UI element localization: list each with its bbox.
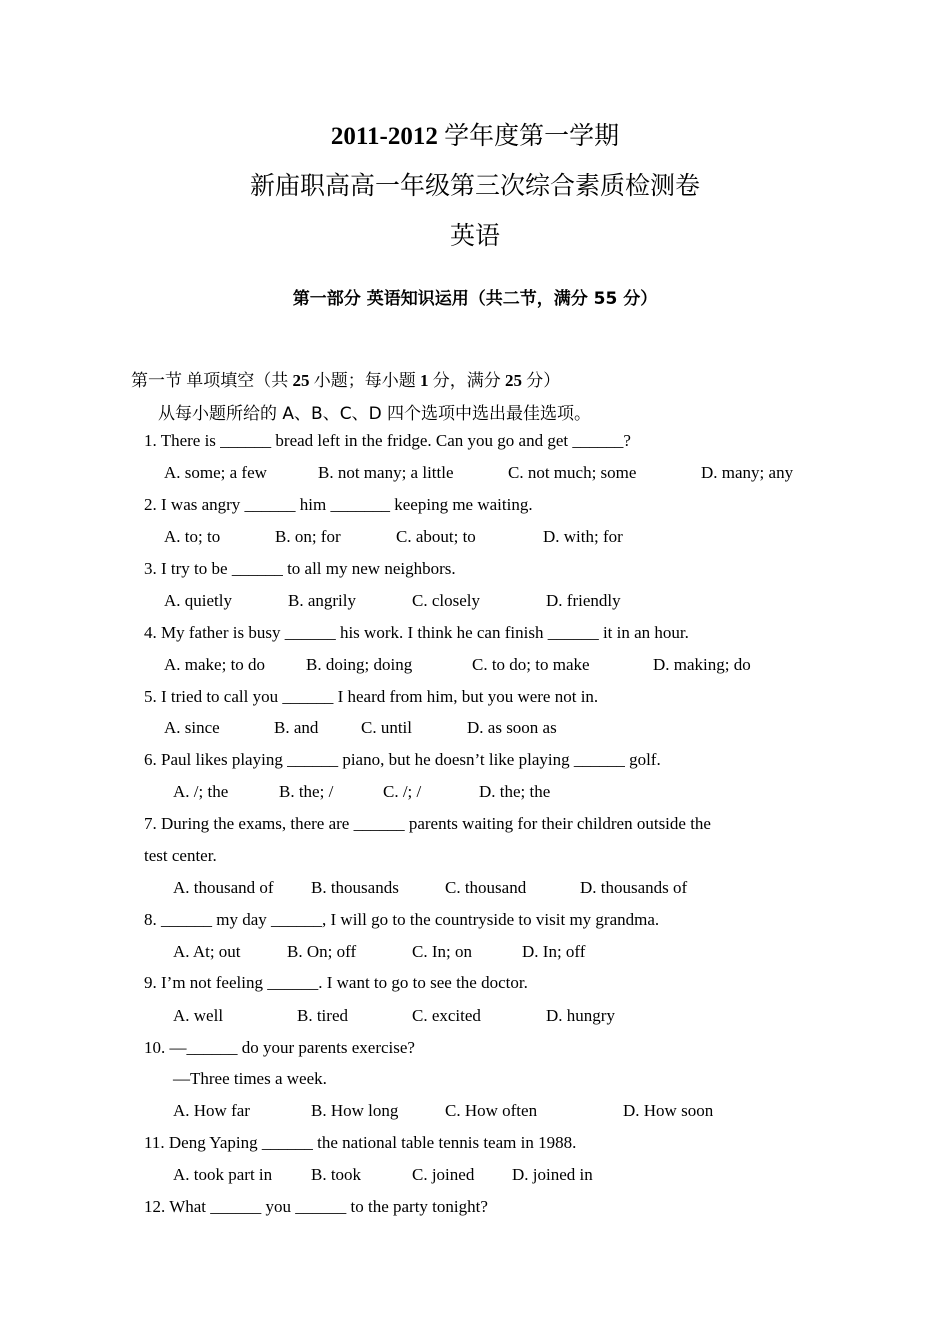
option: D. How soon xyxy=(623,1101,714,1120)
option: D. as soon as xyxy=(467,718,557,737)
section-total: 25 xyxy=(505,371,522,390)
option: D. thousands of xyxy=(580,878,688,897)
option: B. How long xyxy=(311,1101,399,1120)
option: C. In; on xyxy=(412,942,472,961)
question-response: —Three times a week. xyxy=(173,1069,327,1088)
question-stem: 6. Paul likes playing ______ piano, but he doesn’t like playing ______ golf. xyxy=(144,750,661,769)
question-stem: 7. During the exams, there are ______ parents waiting for their children outside the xyxy=(144,814,711,833)
question-stem: 2. I was angry ______ him _______ keeping me waiting. xyxy=(144,495,533,514)
option: A. some; a few xyxy=(164,463,267,482)
option: A. thousand of xyxy=(173,878,274,897)
option: D. with; for xyxy=(543,527,623,546)
part-heading: 第一部分 英语知识运用（共二节，满分 55 分） xyxy=(292,289,658,309)
subject-title: 英语 xyxy=(449,223,500,250)
option: B. thousands xyxy=(311,878,399,897)
school-year: 2011-2012 xyxy=(330,123,438,150)
option: A. took part in xyxy=(173,1165,273,1184)
exam-year-term xyxy=(0,116,950,152)
option: C. thousand xyxy=(445,878,527,897)
section-suffix: 分） xyxy=(522,371,561,390)
option: A. How far xyxy=(173,1101,250,1120)
question-stem: 10. —______ do your parents exercise? xyxy=(144,1038,415,1057)
question-stem-continued: test center. xyxy=(144,846,217,865)
option: B. doing; doing xyxy=(306,655,413,674)
question-stem: 12. What ______ you ______ to the party tonight? xyxy=(144,1197,488,1216)
option: C. How often xyxy=(445,1101,538,1120)
option: B. tired xyxy=(297,1006,348,1025)
option: A. since xyxy=(164,718,220,737)
section-each: 1 xyxy=(420,371,429,390)
option: B. the; / xyxy=(279,782,334,801)
option: B. took xyxy=(311,1165,362,1184)
question-stem: 4. My father is busy ______ his work. I think he can finish ______ it in an hour. xyxy=(144,623,689,642)
option: D. many; any xyxy=(701,463,794,482)
option: A. make; to do xyxy=(164,655,266,674)
option: A. to; to xyxy=(164,527,221,546)
option: C. not much; some xyxy=(508,463,637,482)
question-stem: 3. I try to be ______ to all my new neighbors. xyxy=(144,559,456,578)
option: C. until xyxy=(361,718,413,737)
option: B. On; off xyxy=(287,942,357,961)
option: C. joined xyxy=(412,1165,475,1184)
option: C. excited xyxy=(412,1006,481,1025)
question-stem: 9. I’m not feeling ______. I want to go to see the doctor. xyxy=(144,973,528,992)
option: D. the; the xyxy=(479,782,551,801)
option: A. well xyxy=(173,1006,224,1025)
option: A. quietly xyxy=(164,591,232,610)
option: B. angrily xyxy=(288,591,356,610)
question-stem: 1. There is ______ bread left in the fridge. Can you go and get ______? xyxy=(144,431,631,450)
option: D. In; off xyxy=(522,942,586,961)
option: D. hungry xyxy=(546,1006,615,1025)
section-heading xyxy=(131,366,560,391)
section-mid2: 分，满分 xyxy=(428,371,505,390)
option: C. to do; to make xyxy=(472,655,590,674)
option: A. /; the xyxy=(173,782,229,801)
term-label: 学年度第一学期 xyxy=(444,123,620,150)
section-mid1: 小题；每小题 xyxy=(309,371,420,390)
section-count: 25 xyxy=(292,371,310,390)
option: C. about; to xyxy=(396,527,476,546)
option: B. on; for xyxy=(275,527,341,546)
option: D. making; do xyxy=(653,655,751,674)
question-stem: 5. I tried to call you ______ I heard from him, but you were not in. xyxy=(144,687,599,706)
option: D. joined in xyxy=(512,1165,593,1184)
exam-title: 新庙职高高一年级第三次综合素质检测卷 xyxy=(249,173,700,200)
question-stem: 11. Deng Yaping ______ the national table tennis team in 1988. xyxy=(144,1133,577,1152)
option: B. not many; a little xyxy=(318,463,454,482)
section-instruction: 从每小题所给的 A、B、C、D 四个选项中选出最佳选项。 xyxy=(158,404,592,424)
question-stem: 8. ______ my day ______, I will go to the countryside to visit my grandma. xyxy=(144,910,660,929)
option: A. At; out xyxy=(173,942,241,961)
option: C. closely xyxy=(412,591,480,610)
option: B. and xyxy=(274,718,319,737)
section-prefix: 第一节 单项填空（共 xyxy=(131,371,293,390)
option: D. friendly xyxy=(546,591,621,610)
option: C. /; / xyxy=(383,782,422,801)
